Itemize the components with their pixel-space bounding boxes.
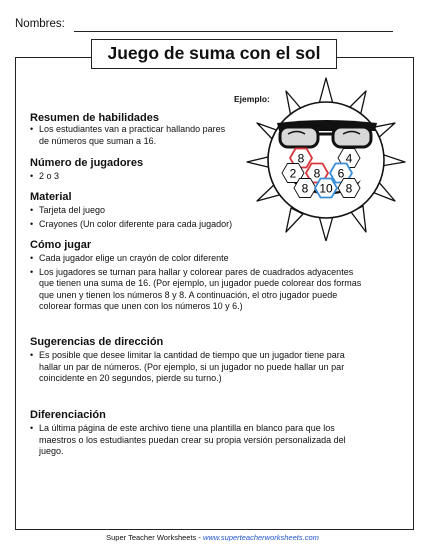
sun-face	[268, 102, 384, 218]
section-list	[30, 253, 362, 315]
board-number: 10	[319, 181, 333, 196]
section-list	[30, 423, 362, 460]
board-number: 8	[297, 151, 305, 166]
list-item: • Crayones (Un color diferente para cada jugador)	[30, 219, 330, 231]
board-number: 6	[337, 166, 345, 181]
section-heading: Material	[30, 191, 72, 203]
section-heading: Cómo jugar	[30, 239, 92, 251]
name-input-line[interactable]	[74, 31, 393, 32]
list-item: • Los estudiantes van a practicar hallando pares de números que suman a 16.	[30, 124, 230, 147]
section-list	[30, 171, 230, 185]
board-number: 8	[313, 166, 321, 181]
section-heading: Diferenciación	[30, 409, 106, 421]
list-item: • Tarjeta del juego	[30, 205, 330, 217]
list-item: • Cada jugador elige un crayón de color diferente	[30, 253, 362, 265]
footer	[0, 533, 425, 542]
board-number: 8	[301, 181, 309, 196]
list-item: • Es posible que desee limitar la cantidad de tiempo que un jugador tiene para hallar un par de números. (Por ejemplo, si un jugador no puede hallar un par coincidente en 20 segundos, pierde su turno.)	[30, 350, 362, 385]
board-number: 8	[345, 181, 353, 196]
list-item: • 2 o 3	[30, 171, 230, 183]
board-number: 2	[289, 166, 297, 181]
footer-text: Super Teacher Worksheets -	[106, 533, 203, 542]
name-label: Nombres:	[15, 18, 65, 30]
section-list	[30, 350, 362, 387]
board-number: 4	[345, 151, 353, 166]
section-heading: Número de jugadores	[30, 157, 144, 169]
section-heading: Resumen de habilidades	[30, 112, 159, 124]
list-item: • La última página de este archivo tiene una plantilla en blanco para que los maestros o los estudiantes puedan crear su propia versión personalizada del juego.	[30, 423, 362, 458]
page-title: Juego de suma con el sol	[91, 39, 337, 69]
section-list	[30, 205, 330, 232]
board-cell	[315, 179, 337, 198]
footer-link[interactable]: www.superteacherworksheets.com	[202, 533, 319, 542]
section-list	[30, 124, 230, 149]
section-heading: Sugerencias de dirección	[30, 336, 164, 348]
example-label: Ejemplo:	[234, 94, 270, 104]
list-item: • Los jugadores se turnan para hallar y colorear pares de cuadrados adyacentes que tienen una suma de 16. (Por ejemplo, un jugador puede colorear dos formas que unen y tienen los números 8 y 8. A continuación, el otro jugador puede colorear formas que unen con los números 10 y 6.)	[30, 267, 362, 313]
